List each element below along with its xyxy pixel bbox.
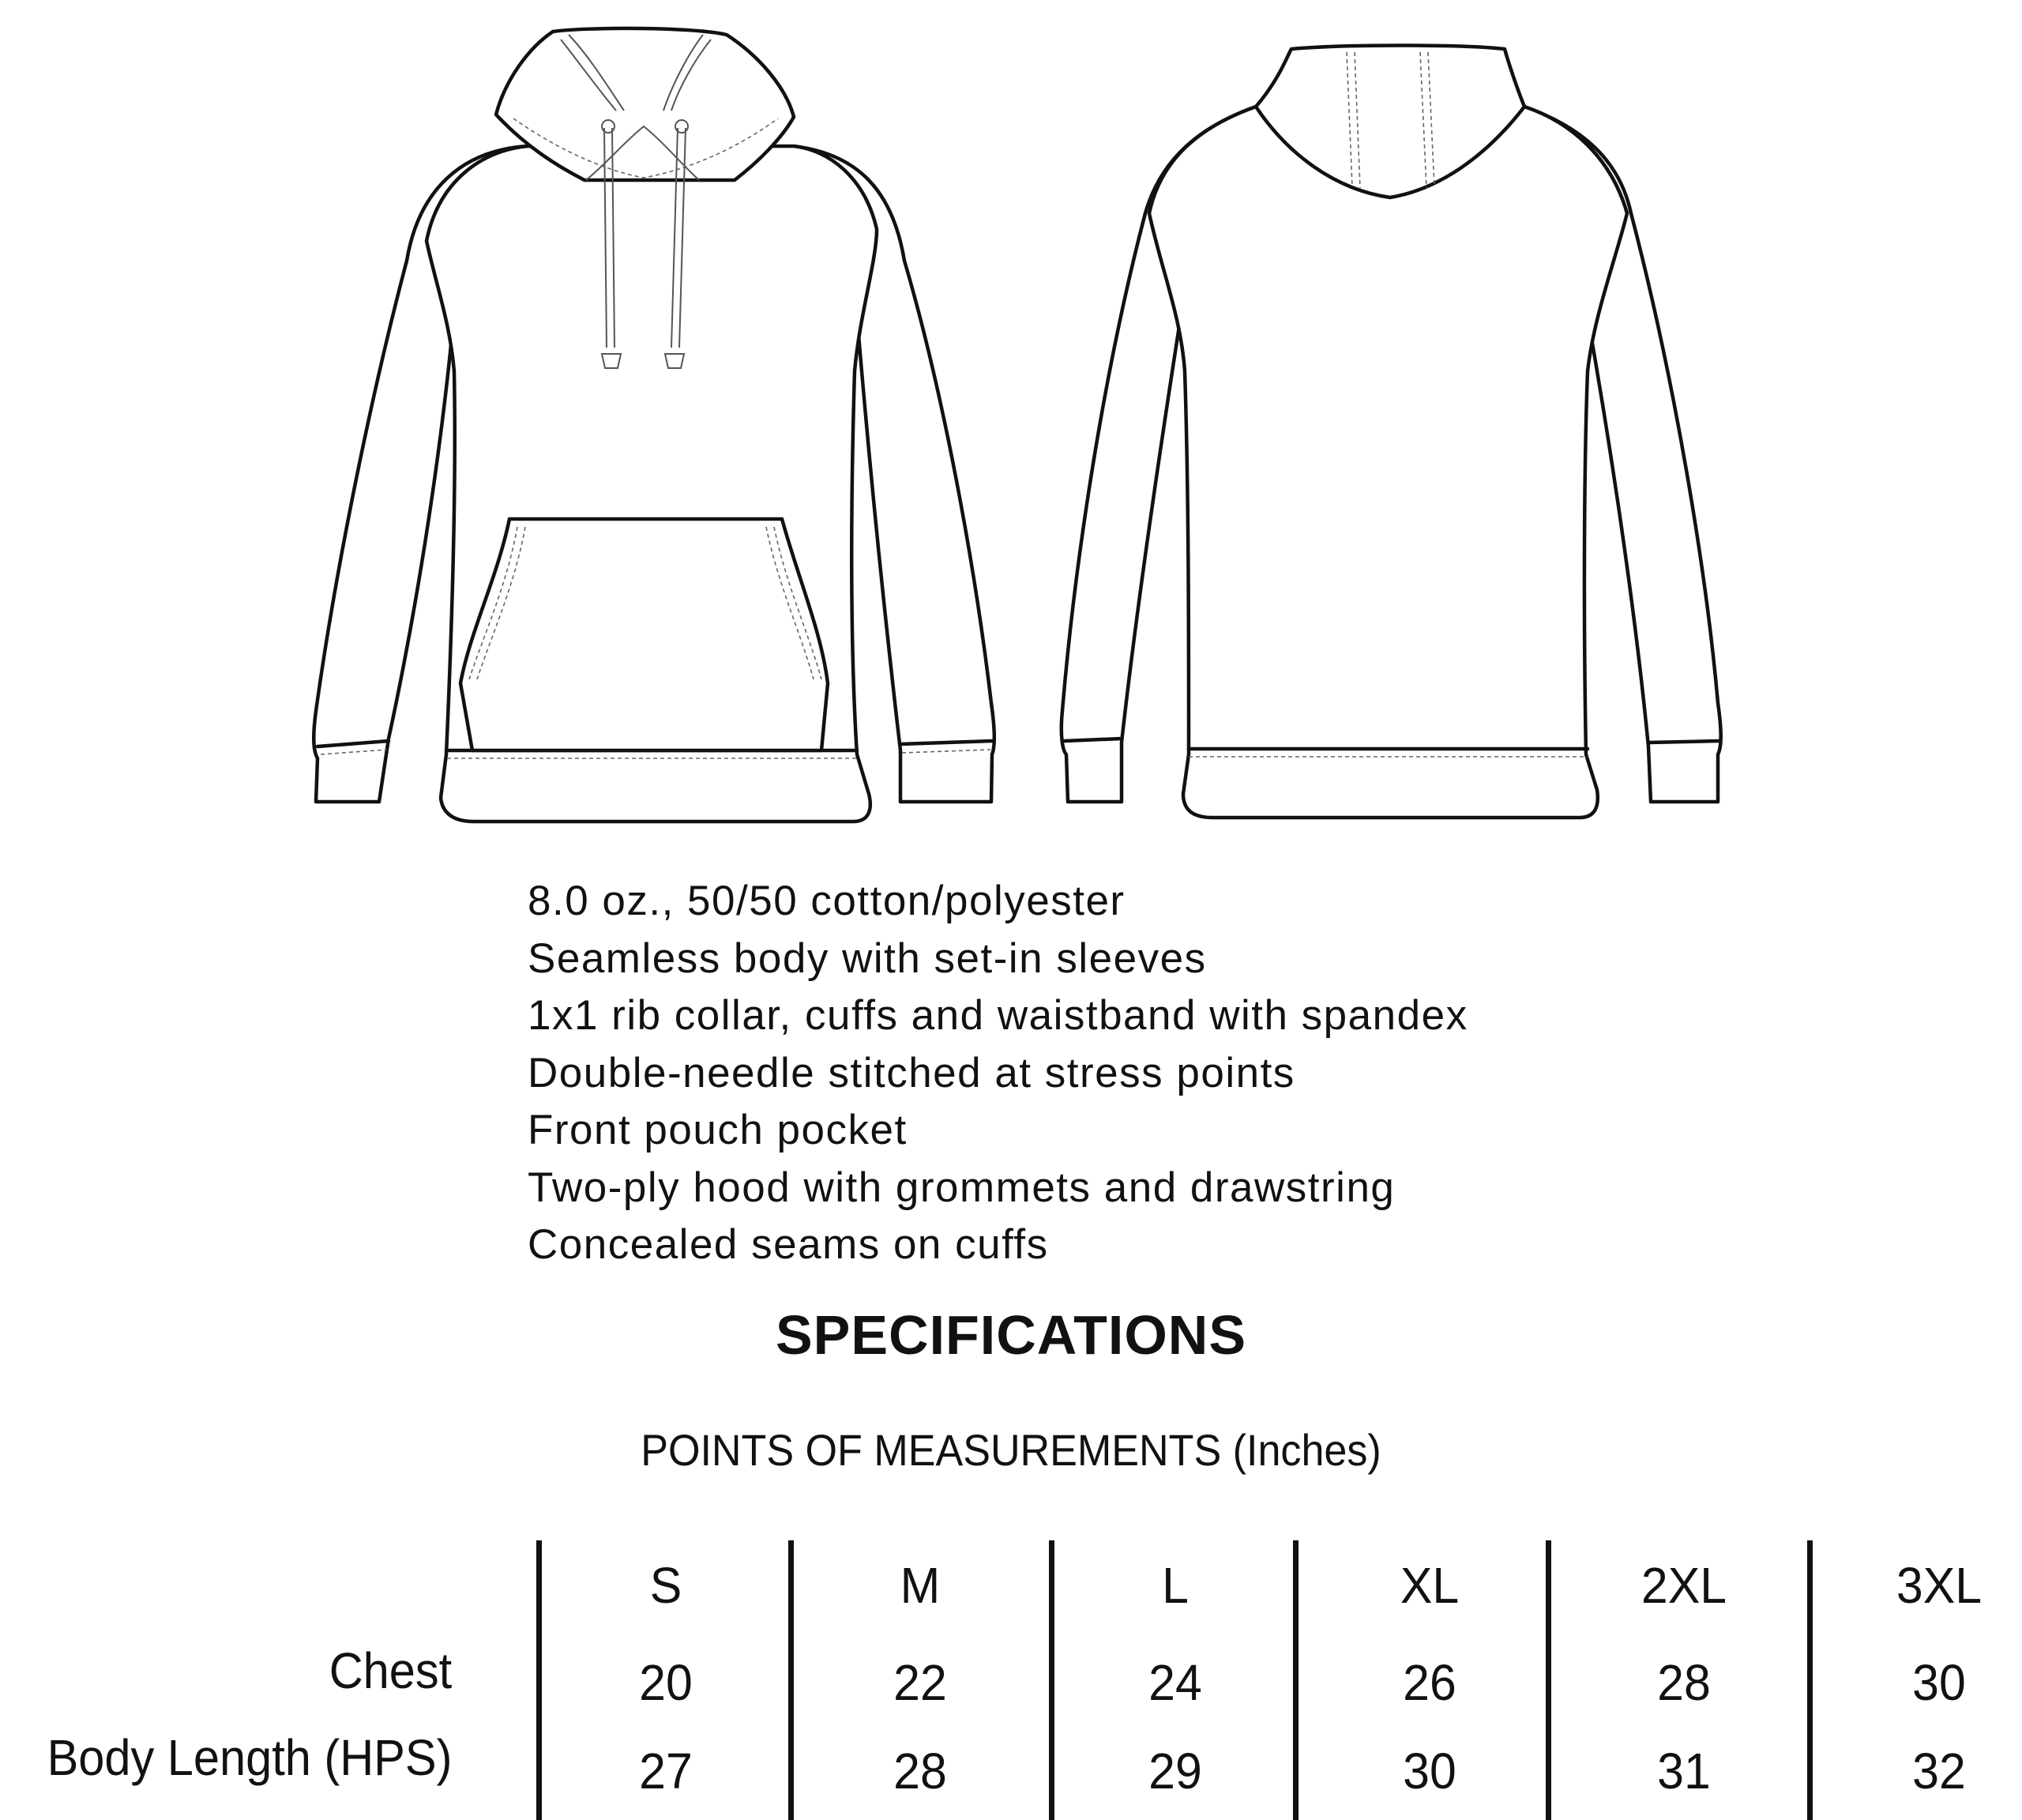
size-header-3xl: 3XL	[1896, 1557, 1983, 1614]
points-of-measurement-heading: POINTS OF MEASUREMENTS (Inches)	[641, 1425, 1381, 1475]
hoodie-back-view	[1062, 46, 1721, 818]
size-header-2xl: 2XL	[1641, 1557, 1727, 1614]
table-cell: 26	[1403, 1654, 1456, 1711]
garment-illustrations	[0, 0, 2022, 837]
column-divider	[1807, 1540, 1813, 1820]
size-header-m: M	[900, 1557, 941, 1614]
hoodie-front-view	[314, 28, 994, 822]
table-cell: 28	[1657, 1654, 1711, 1711]
table-cell: 30	[1403, 1743, 1456, 1799]
feature-item: Seamless body with set-in sleeves	[528, 934, 1207, 982]
feature-item: Two-ply hood with grommets and drawstring	[528, 1164, 1396, 1211]
column-divider	[788, 1540, 794, 1820]
table-cell: 27	[639, 1743, 693, 1799]
feature-item: 8.0 oz., 50/50 cotton/polyester	[528, 878, 1126, 924]
table-cell: 22	[893, 1654, 947, 1711]
table-cell: 32	[1912, 1743, 1966, 1799]
feature-item: Concealed seams on cuffs	[528, 1221, 1049, 1268]
feature-item: 1x1 rib collar, cuffs and waistband with spandex	[528, 992, 1468, 1039]
kangaroo-pocket	[460, 519, 828, 750]
feature-list	[528, 873, 1468, 1274]
size-header-l: L	[1162, 1557, 1189, 1614]
row-label-chest: Chest	[329, 1642, 452, 1699]
row-label-body-length: Body Length (HPS)	[47, 1729, 452, 1786]
size-header-s: S	[649, 1557, 682, 1614]
table-cell: 29	[1148, 1743, 1202, 1799]
feature-item: Double-needle stitched at stress points	[528, 1049, 1295, 1096]
table-cell: 20	[639, 1654, 693, 1711]
column-divider	[1049, 1540, 1054, 1820]
column-divider	[1546, 1540, 1551, 1820]
column-divider	[536, 1540, 542, 1820]
size-header-xl: XL	[1400, 1557, 1460, 1614]
back-body	[1149, 107, 1627, 818]
specifications-heading: SPECIFICATIONS	[775, 1304, 1247, 1366]
table-cell: 30	[1912, 1654, 1966, 1711]
table-cell: 31	[1657, 1743, 1711, 1799]
table-cell: 24	[1148, 1654, 1202, 1711]
feature-item: Front pouch pocket	[528, 1107, 908, 1153]
table-cell: 28	[893, 1743, 947, 1799]
column-divider	[1293, 1540, 1299, 1820]
